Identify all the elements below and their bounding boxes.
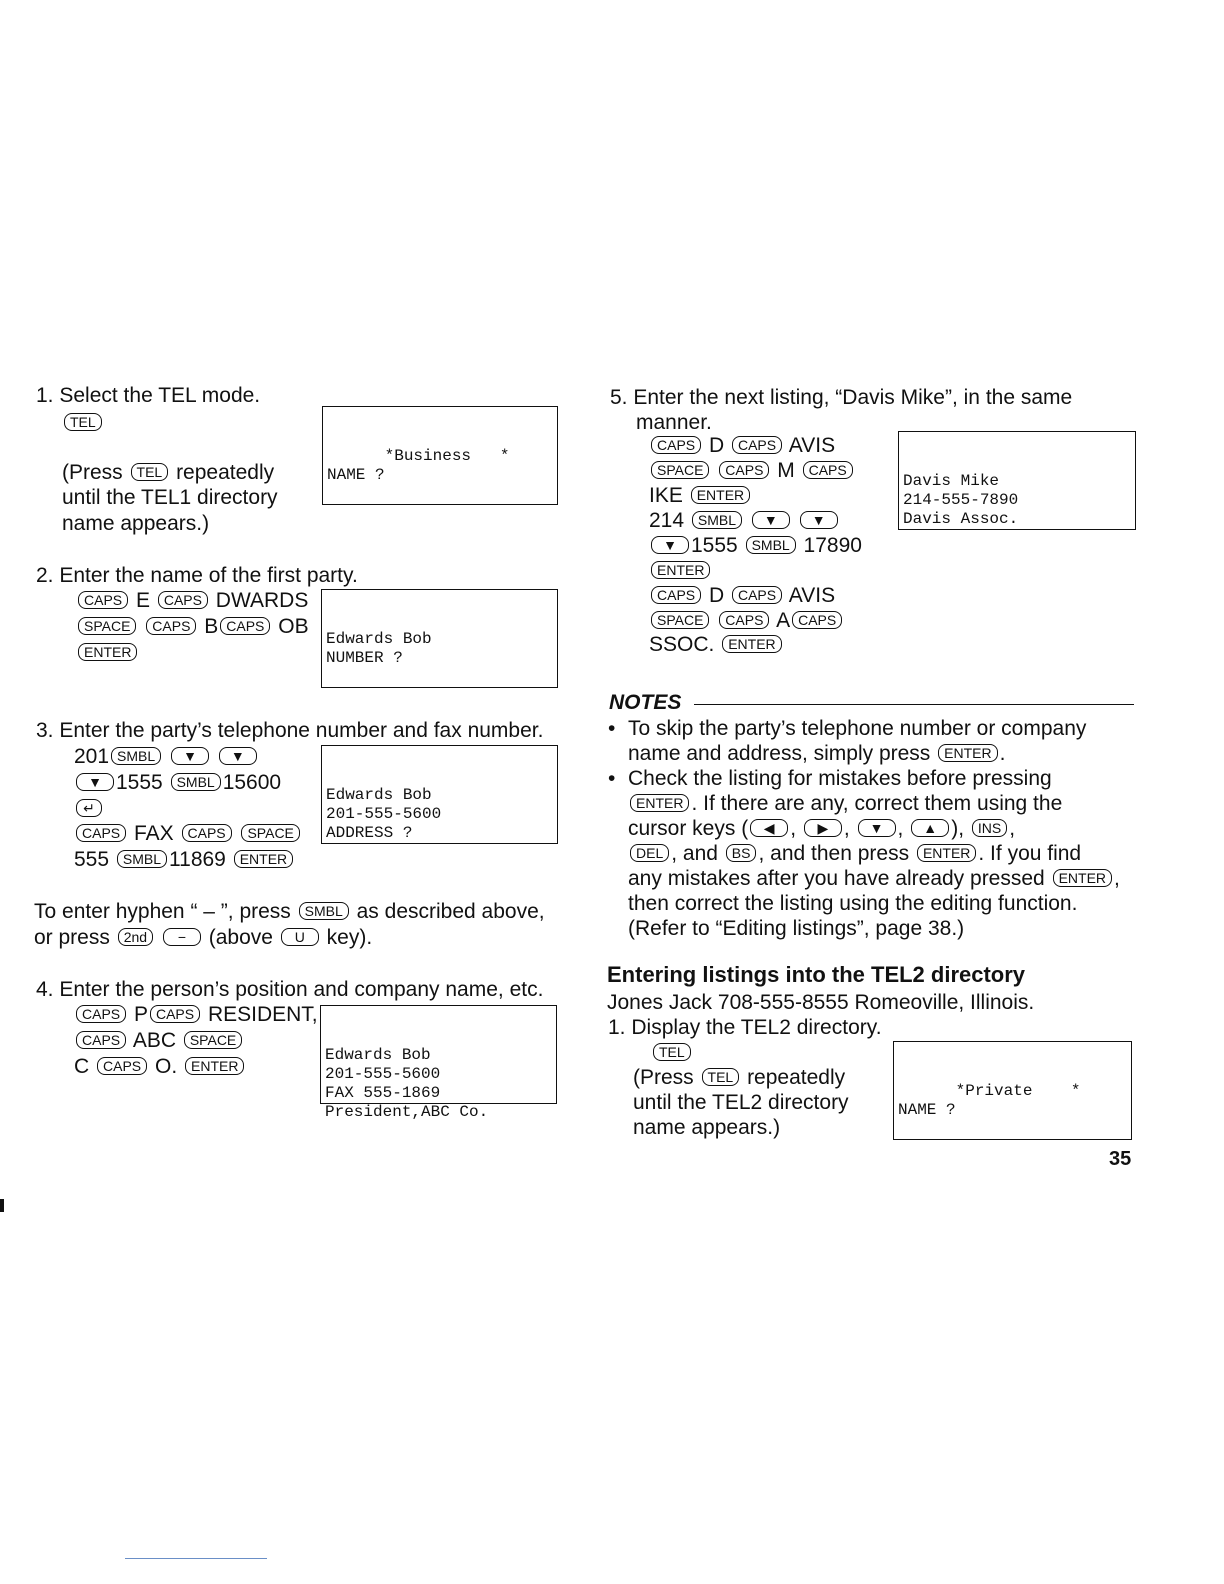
enter-key: ENTER xyxy=(722,635,781,653)
tel2-line-3: name appears.) xyxy=(633,1116,781,1139)
down-arrow-key: ▼ xyxy=(752,511,790,529)
bottom-rule xyxy=(125,1558,267,1559)
step-5-keys-line-8: SPACE CAPS A CAPS xyxy=(649,608,844,633)
lcd-line: Edwards Bob xyxy=(325,1046,431,1064)
caps-key: CAPS xyxy=(97,1057,147,1075)
note-text: Check the listing for mistakes before pressing xyxy=(628,767,1052,790)
down-arrow-key: ▼ xyxy=(858,819,896,837)
step-5-keys-line-5: ▼ 1555 SMBL 17890 xyxy=(649,533,862,558)
caps-key: CAPS xyxy=(732,436,782,454)
lcd-display-step-2 xyxy=(321,589,558,688)
down-arrow-key: ▼ xyxy=(76,773,114,791)
lcd-line: NUMBER ? xyxy=(326,649,403,667)
lcd-display-step-5 xyxy=(898,431,1136,530)
caps-key: CAPS xyxy=(719,611,769,629)
enter-key: ENTER xyxy=(630,794,689,812)
caps-key: CAPS xyxy=(76,824,126,842)
lcd-line: Davis Mike xyxy=(903,472,1000,490)
lcd-line: Edwards Bob xyxy=(326,630,432,648)
caps-key: CAPS xyxy=(792,611,842,629)
right-arrow-key: ▶ xyxy=(804,819,842,837)
lcd-line: ADDRESS ? xyxy=(326,824,413,842)
caps-key: CAPS xyxy=(158,591,208,609)
space-key: SPACE xyxy=(651,611,709,629)
lcd-display-step-4 xyxy=(320,1005,557,1121)
note-text: To skip the party’s telephone number or company xyxy=(628,717,1087,740)
caps-key: CAPS xyxy=(76,1031,126,1049)
enter-key: ENTER xyxy=(234,850,293,868)
hyphen-note-line-2: or press 2nd − (above U key). xyxy=(34,926,373,949)
step-1-line-3: name appears.) xyxy=(62,512,210,535)
caps-key: CAPS xyxy=(78,591,128,609)
step-5-keys-line-9: SSOC. ENTER xyxy=(649,632,784,657)
note-text: DEL , and BS , and then press ENTER . If you find xyxy=(628,841,1081,866)
step-5-keys-line-2: SPACE CAPS M CAPS xyxy=(649,458,855,483)
step-5-keys-line-3: IKE ENTER xyxy=(649,483,752,508)
step-3-keys-line-2: ▼ 1555 SMBL 15600 xyxy=(74,770,281,795)
tel2-line-2: until the TEL2 directory xyxy=(633,1091,849,1114)
tel-key: TEL xyxy=(702,1068,740,1086)
step-5-title-cont: manner. xyxy=(636,411,712,434)
lcd-line: NAME ? xyxy=(898,1101,956,1119)
tel2-key-row xyxy=(651,1040,693,1065)
down-arrow-key: ▼ xyxy=(800,511,838,529)
caps-key: CAPS xyxy=(803,461,853,479)
return-key: ↵ xyxy=(76,799,102,817)
del-key: DEL xyxy=(630,844,669,862)
smbl-key: SMBL xyxy=(692,511,742,529)
enter-key: ENTER xyxy=(651,561,710,579)
tel-key: TEL xyxy=(64,413,102,431)
step-2-keys-line-2: SPACE CAPS B CAPS OB xyxy=(76,614,309,639)
step-4-keys-line-1: CAPS P CAPS RESIDENT, xyxy=(74,1002,318,1027)
step-4-title: 4. Enter the person’s position and company name, etc. xyxy=(36,978,544,1001)
smbl-key: SMBL xyxy=(117,850,167,868)
tel2-press-line: (Press TEL repeatedly xyxy=(633,1066,846,1089)
caps-key: CAPS xyxy=(732,586,782,604)
step-4-keys-line-2: CAPS ABC SPACE xyxy=(74,1028,244,1053)
step-2-title: 2. Enter the name of the first party. xyxy=(36,564,358,587)
enter-key: ENTER xyxy=(185,1057,244,1075)
up-arrow-key: ▲ xyxy=(911,819,949,837)
lcd-line: Edwards Bob xyxy=(326,786,432,804)
lcd-line: President,ABC Co. xyxy=(325,1103,489,1121)
lcd-line: Davis Assoc. xyxy=(903,510,1019,528)
u-key: U xyxy=(281,928,319,946)
lcd-line: FAX 555-1869 xyxy=(325,1084,441,1102)
step-5-title: 5. Enter the next listing, “Davis Mike”, in the same xyxy=(610,386,1073,409)
step-3-keys-line-4: CAPS FAX CAPS SPACE xyxy=(74,821,302,846)
lcd-display-tel2 xyxy=(893,1041,1132,1140)
step-3-keys-line-1: 201 SMBL ▼ ▼ xyxy=(74,744,259,769)
caps-key: CAPS xyxy=(76,1005,126,1023)
lcd-line: *Business * xyxy=(327,447,510,465)
step-5-keys-line-4: 214 SMBL ▼ ▼ xyxy=(649,508,840,533)
tel-key: TEL xyxy=(653,1043,691,1061)
lcd-line: 201-555-5600 xyxy=(325,1065,441,1083)
step-3-title: 3. Enter the party’s telephone number and fax number. xyxy=(36,719,544,742)
caps-key: CAPS xyxy=(146,617,196,635)
down-arrow-key: ▼ xyxy=(219,747,257,765)
enter-key: ENTER xyxy=(691,486,750,504)
step-1-key-row xyxy=(62,410,104,435)
note-text: cursor keys ( ◀ , ▶ , ▼ , ▲ ), INS , xyxy=(628,817,1016,840)
note-text: name and address, simply press ENTER . xyxy=(628,742,1006,765)
step-5-keys-line-7: CAPS D CAPS AVIS xyxy=(649,583,835,608)
step-5-keys-line-1: CAPS D CAPS AVIS xyxy=(649,433,835,458)
smbl-key: SMBL xyxy=(746,536,796,554)
enter-key: ENTER xyxy=(938,744,997,762)
page-number: 35 xyxy=(1109,1148,1132,1170)
step-3-keys-line-3 xyxy=(74,796,104,821)
step-5-keys-line-6 xyxy=(649,558,712,583)
space-key: SPACE xyxy=(78,617,136,635)
bullet-dot: • xyxy=(608,717,616,740)
down-arrow-key: ▼ xyxy=(651,536,689,554)
section-heading: Entering listings into the TEL2 directory xyxy=(607,962,1026,987)
tel2-step-1-title: 1. Display the TEL2 directory. xyxy=(608,1016,882,1039)
caps-key: CAPS xyxy=(150,1005,200,1023)
bs-key: BS xyxy=(726,844,757,862)
enter-key: ENTER xyxy=(917,844,976,862)
note-text: (Refer to “Editing listings”, page 38.) xyxy=(628,917,965,940)
caps-key: CAPS xyxy=(182,824,232,842)
note-text: then correct the listing using the editing function. xyxy=(628,892,1078,915)
lcd-line: NAME ? xyxy=(327,466,385,484)
bullet-dot: • xyxy=(608,767,616,790)
left-arrow-key: ◀ xyxy=(750,819,788,837)
notes-rule xyxy=(694,704,1134,705)
lcd-line: *Private * xyxy=(898,1082,1081,1100)
space-key: SPACE xyxy=(184,1031,242,1049)
note-text: ENTER . If there are any, correct them using the xyxy=(628,791,1062,816)
enter-key: ENTER xyxy=(1053,869,1112,887)
smbl-key: SMBL xyxy=(299,902,349,920)
step-1-line-2: until the TEL1 directory xyxy=(62,486,278,509)
space-key: SPACE xyxy=(241,824,299,842)
lcd-display-step-1 xyxy=(322,406,558,505)
second-key: 2nd xyxy=(118,928,153,946)
enter-key: ENTER xyxy=(78,643,137,661)
smbl-key: SMBL xyxy=(171,773,221,791)
note-text: any mistakes after you have already pressed ENTER , xyxy=(628,867,1120,890)
step-1-title: 1. Select the TEL mode. xyxy=(36,384,261,407)
caps-key: CAPS xyxy=(220,617,270,635)
minus-key: − xyxy=(163,928,201,946)
caps-key: CAPS xyxy=(651,586,701,604)
tel2-example: Jones Jack 708-555-8555 Romeoville, Illinois. xyxy=(607,991,1035,1014)
caps-key: CAPS xyxy=(651,436,701,454)
smbl-key: SMBL xyxy=(111,747,161,765)
lcd-display-step-3 xyxy=(321,745,558,844)
caps-key: CAPS xyxy=(719,461,769,479)
lcd-line: 214-555-7890 xyxy=(903,491,1019,509)
margin-mark xyxy=(0,1199,4,1212)
step-3-keys-line-5: 555 SMBL 11869 ENTER xyxy=(74,847,295,872)
down-arrow-key: ▼ xyxy=(171,747,209,765)
hyphen-note-line-1: To enter hyphen “ – ”, press SMBL as described above, xyxy=(34,900,545,923)
step-4-keys-line-3: C CAPS O. ENTER xyxy=(74,1054,246,1079)
space-key: SPACE xyxy=(651,461,709,479)
notes-title: NOTES xyxy=(609,691,682,714)
step-1-press-line: (Press TEL repeatedly xyxy=(62,461,275,484)
lcd-line: 201-555-5600 xyxy=(326,805,442,823)
ins-key: INS xyxy=(972,819,1007,837)
step-2-keys-line-3 xyxy=(76,640,139,665)
step-2-keys-line-1: CAPS E CAPS DWARDS xyxy=(76,588,308,613)
tel-key: TEL xyxy=(131,463,169,481)
